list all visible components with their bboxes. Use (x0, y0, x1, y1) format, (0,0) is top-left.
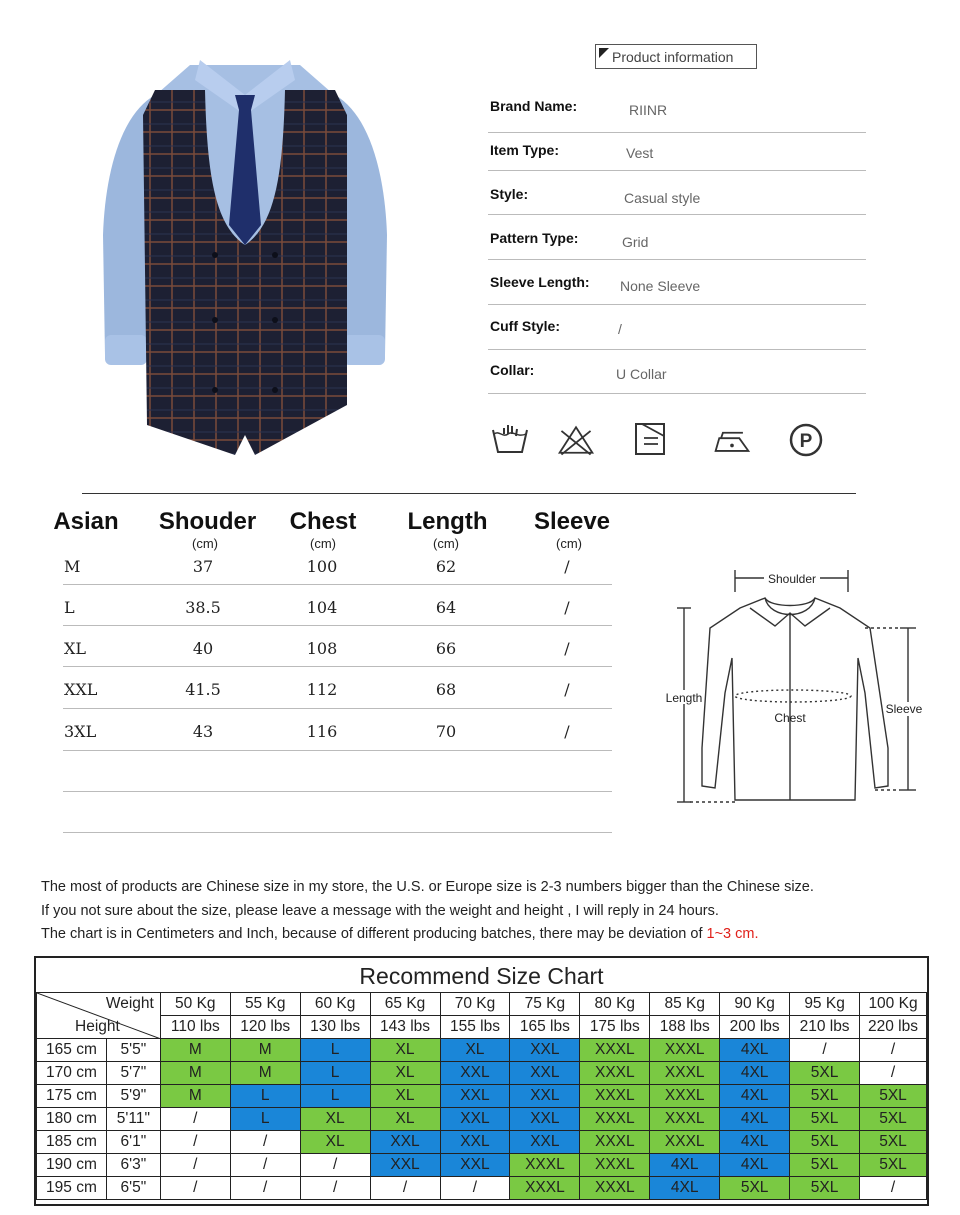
recommended-size-cell: L (300, 1062, 370, 1085)
diagram-label-length: Length (665, 691, 703, 705)
info-value: U Collar (616, 366, 667, 382)
recommended-size-cell: XXXL (580, 1177, 650, 1200)
recommended-size-cell: XXL (510, 1131, 580, 1154)
recommended-size-cell: M (160, 1085, 230, 1108)
recommended-size-cell: XXL (370, 1154, 440, 1177)
row-divider (63, 584, 612, 585)
recommended-size-cell: / (230, 1177, 300, 1200)
weight-kg-header: 55 Kg (230, 993, 300, 1016)
recommended-size-cell: L (300, 1039, 370, 1062)
tumble-dry-icon (632, 420, 672, 460)
recommended-size-cell: M (160, 1039, 230, 1062)
iron-low-icon (712, 420, 752, 460)
note-line-3-text: The chart is in Centimeters and Inch, because of different producing batches, there may be deviation of (41, 926, 707, 942)
height-ft: 5'5" (106, 1039, 160, 1062)
size-unit: (cm) (556, 536, 582, 551)
size-header-asian: Asian (53, 508, 119, 535)
recommended-size-cell: 4XL (720, 1085, 790, 1108)
size-value: 66 (435, 639, 457, 658)
recommended-size-cell: XL (300, 1131, 370, 1154)
height-cm: 180 cm (37, 1108, 107, 1131)
size-header-sleeve: Sleeve (533, 508, 611, 535)
info-label: Pattern Type: (490, 230, 579, 246)
weight-label: Weight (105, 995, 154, 1012)
recommended-size-cell: L (230, 1085, 300, 1108)
weight-lbs-header: 175 lbs (580, 1016, 650, 1039)
size-chart-row (37, 1062, 927, 1085)
recommended-size-cell: XXXL (650, 1062, 720, 1085)
recommended-size-cell: XXL (370, 1131, 440, 1154)
recommended-size-cell: XL (370, 1085, 440, 1108)
recommended-size-cell: 5XL (860, 1085, 927, 1108)
info-row-collar (488, 349, 866, 394)
recommended-size-cell: XL (370, 1108, 440, 1131)
recommended-size-cell: XXL (510, 1039, 580, 1062)
recommended-size-cell: XXXL (510, 1177, 580, 1200)
svg-text:P: P (799, 431, 813, 452)
recommended-size-cell: 5XL (790, 1062, 860, 1085)
info-value: RIINR (629, 102, 668, 118)
recommended-size-cell: 5XL (860, 1131, 927, 1154)
height-label: Height (75, 1018, 120, 1035)
weight-lbs-header: 130 lbs (300, 1016, 370, 1039)
info-row-sleeve-length (488, 260, 866, 305)
size-value: 37 (192, 557, 214, 576)
size-value: 70 (435, 722, 457, 741)
size-unit: (cm) (433, 536, 459, 551)
size-chart-row (37, 1154, 927, 1177)
size-label: M (64, 557, 81, 576)
recommended-size-cell: XXXL (650, 1131, 720, 1154)
info-label: Sleeve Length: (490, 274, 590, 290)
dry-clean-p-icon (786, 420, 826, 460)
recommended-size-cell: XXXL (510, 1154, 580, 1177)
diagram-label-chest: Chest (774, 711, 806, 725)
recommended-size-cell: / (230, 1131, 300, 1154)
recommended-size-cell: / (790, 1039, 860, 1062)
deviation-highlight: 1~3 cm. (706, 926, 759, 942)
size-header-length: Length (407, 508, 488, 535)
recommended-size-cell: / (860, 1062, 927, 1085)
recommended-size-cell: XXXL (650, 1039, 720, 1062)
recommended-size-cell: / (370, 1177, 440, 1200)
weight-kg-header: 60 Kg (300, 993, 370, 1016)
size-value: 116 (306, 722, 338, 741)
size-value: / (564, 722, 570, 741)
size-value: 112 (306, 680, 338, 699)
measurement-diagram (660, 568, 922, 810)
row-divider (63, 708, 612, 709)
recommended-size-cell: M (230, 1062, 300, 1085)
info-value: None Sleeve (620, 278, 701, 294)
size-value: 40 (192, 639, 214, 658)
info-value: Vest (626, 145, 654, 161)
size-value: 38.5 (185, 598, 221, 617)
weight-lbs-header: 220 lbs (860, 1016, 927, 1039)
size-label: 3XL (64, 722, 97, 741)
height-ft: 6'3" (106, 1154, 160, 1177)
info-label: Style: (490, 186, 529, 202)
size-value: 104 (306, 598, 338, 617)
product-info-header (595, 44, 757, 69)
info-row-item-type (488, 126, 866, 171)
recommended-size-cell: XXXL (580, 1154, 650, 1177)
info-row-style (488, 170, 866, 215)
info-value: / (618, 321, 622, 337)
do-not-bleach-icon (556, 420, 596, 460)
recommended-size-cell: 4XL (650, 1154, 720, 1177)
size-value: 41.5 (185, 680, 221, 699)
recommended-size-cell: / (860, 1177, 927, 1200)
recommended-size-cell: 4XL (720, 1062, 790, 1085)
recommended-size-cell: / (300, 1154, 370, 1177)
recommended-size-cell: 5XL (720, 1177, 790, 1200)
info-label: Collar: (490, 362, 535, 378)
height-cm: 195 cm (37, 1177, 107, 1200)
weight-kg-header: 65 Kg (370, 993, 440, 1016)
info-row-cuff-style (488, 305, 866, 350)
size-chart-row (37, 1108, 927, 1131)
size-unit: (cm) (192, 536, 218, 551)
weight-height-corner (37, 993, 161, 1039)
note-line-2: If you not sure about the size, please leave a message with the weight and height , I will reply in 24 hours. (41, 903, 719, 919)
size-unit: (cm) (310, 536, 336, 551)
height-cm: 185 cm (37, 1131, 107, 1154)
size-label: XXL (64, 680, 98, 699)
recommended-size-cell: XXL (440, 1062, 510, 1085)
row-divider (63, 791, 612, 792)
care-icons (490, 420, 830, 460)
weight-lbs-header: 143 lbs (370, 1016, 440, 1039)
recommended-size-cell: XXL (440, 1085, 510, 1108)
recommended-size-cell: XXXL (580, 1131, 650, 1154)
weight-lbs-header: 210 lbs (790, 1016, 860, 1039)
recommended-size-cell: / (860, 1039, 927, 1062)
weight-lbs-header: 200 lbs (720, 1016, 790, 1039)
size-chart-row (37, 1085, 927, 1108)
recommended-size-cell: XXL (510, 1085, 580, 1108)
weight-lbs-header: 165 lbs (510, 1016, 580, 1039)
height-ft: 5'11" (106, 1108, 160, 1131)
weight-kg-header: 95 Kg (790, 993, 860, 1016)
size-value: 64 (435, 598, 457, 617)
size-chart-row (37, 1131, 927, 1154)
recommended-size-cell: 5XL (860, 1108, 927, 1131)
info-value: Grid (622, 234, 649, 250)
weight-kg-header: 100 Kg (860, 993, 927, 1016)
corner-triangle-icon (599, 48, 609, 58)
row-divider (63, 625, 612, 626)
row-divider (63, 666, 612, 667)
size-value: / (564, 598, 570, 617)
recommended-size-cell: XL (370, 1062, 440, 1085)
recommended-size-cell: 4XL (650, 1177, 720, 1200)
row-divider (63, 832, 612, 833)
recommended-size-cell: XXXL (580, 1108, 650, 1131)
info-label: Item Type: (490, 142, 559, 158)
recommended-size-cell: XXXL (580, 1085, 650, 1108)
diagram-label-shoulder: Shoulder (767, 572, 817, 586)
weight-kg-header: 75 Kg (510, 993, 580, 1016)
size-value: / (564, 639, 570, 658)
info-label: Cuff Style: (490, 318, 560, 334)
recommended-size-cell: XXL (440, 1108, 510, 1131)
recommended-size-cell: 5XL (790, 1108, 860, 1131)
recommended-size-cell: 5XL (860, 1154, 927, 1177)
weight-lbs-header: 110 lbs (160, 1016, 230, 1039)
height-ft: 6'5" (106, 1177, 160, 1200)
size-chart-table (36, 992, 927, 1200)
recommended-size-cell: 5XL (790, 1154, 860, 1177)
recommended-size-cell: XXXL (650, 1108, 720, 1131)
recommended-size-cell: / (160, 1154, 230, 1177)
recommended-size-cell: 5XL (790, 1177, 860, 1200)
info-row-pattern (488, 215, 866, 260)
weight-kg-header: 50 Kg (160, 993, 230, 1016)
size-label: XL (64, 639, 87, 658)
size-value: / (564, 680, 570, 699)
weight-kg-header: 70 Kg (440, 993, 510, 1016)
height-cm: 175 cm (37, 1085, 107, 1108)
note-line-1: The most of products are Chinese size in my store, the U.S. or Europe size is 2-3 numbers bigger than the Chinese size. (41, 879, 814, 895)
recommended-size-cell: 4XL (720, 1131, 790, 1154)
product-info-header-text: Product information (612, 49, 734, 65)
height-cm: 190 cm (37, 1154, 107, 1177)
recommended-size-cell: / (160, 1177, 230, 1200)
weight-kg-header: 80 Kg (580, 993, 650, 1016)
weight-lbs-header: 120 lbs (230, 1016, 300, 1039)
hand-wash-icon (490, 420, 530, 460)
size-header-shoulder: Shouder (158, 508, 257, 535)
info-value: Casual style (624, 190, 701, 206)
recommended-size-cell: 5XL (790, 1131, 860, 1154)
size-value: / (564, 557, 570, 576)
size-value: 108 (306, 639, 338, 658)
recommended-size-cell: 4XL (720, 1108, 790, 1131)
weight-kg-header: 90 Kg (720, 993, 790, 1016)
recommend-size-chart (34, 956, 929, 1206)
recommended-size-cell: / (440, 1177, 510, 1200)
info-label: Brand Name: (490, 98, 578, 114)
recommended-size-cell: XXL (510, 1108, 580, 1131)
recommended-size-cell: XXL (440, 1154, 510, 1177)
recommended-size-cell: XL (440, 1039, 510, 1062)
recommended-size-cell: M (160, 1062, 230, 1085)
recommended-size-cell: / (160, 1108, 230, 1131)
recommended-size-cell: 5XL (790, 1085, 860, 1108)
recommended-size-cell: XXXL (650, 1085, 720, 1108)
height-ft: 5'9" (106, 1085, 160, 1108)
recommended-size-cell: 4XL (720, 1154, 790, 1177)
recommended-size-cell: XL (370, 1039, 440, 1062)
weight-kg-header: 85 Kg (650, 993, 720, 1016)
size-chart-row (37, 1039, 927, 1062)
recommended-size-cell: M (230, 1039, 300, 1062)
recommended-size-cell: L (230, 1108, 300, 1131)
weight-lbs-header: 155 lbs (440, 1016, 510, 1039)
recommended-size-cell: XXL (440, 1131, 510, 1154)
recommended-size-cell: / (160, 1131, 230, 1154)
height-cm: 170 cm (37, 1062, 107, 1085)
recommended-size-cell: / (300, 1177, 370, 1200)
recommended-size-cell: 4XL (720, 1039, 790, 1062)
product-photo-vest (95, 55, 395, 460)
size-value: 62 (435, 557, 457, 576)
size-header-chest: Chest (289, 508, 357, 535)
section-divider (82, 493, 856, 494)
size-label: L (64, 598, 75, 617)
recommended-size-cell: XXXL (580, 1062, 650, 1085)
recommended-size-cell: XXL (510, 1062, 580, 1085)
height-ft: 6'1" (106, 1131, 160, 1154)
size-value: 68 (435, 680, 457, 699)
recommended-size-cell: / (230, 1154, 300, 1177)
height-ft: 5'7" (106, 1062, 160, 1085)
recommended-size-cell: XXXL (580, 1039, 650, 1062)
chart-title: Recommend Size Chart (36, 958, 927, 993)
weight-lbs-header: 188 lbs (650, 1016, 720, 1039)
size-value: 43 (192, 722, 214, 741)
size-chart-row (37, 1177, 927, 1200)
size-value: 100 (306, 557, 338, 576)
recommended-size-cell: L (300, 1085, 370, 1108)
diagram-label-sleeve: Sleeve (885, 702, 922, 716)
recommended-size-cell: XL (300, 1108, 370, 1131)
row-divider (63, 750, 612, 751)
height-cm: 165 cm (37, 1039, 107, 1062)
note-line-3 (41, 926, 759, 942)
